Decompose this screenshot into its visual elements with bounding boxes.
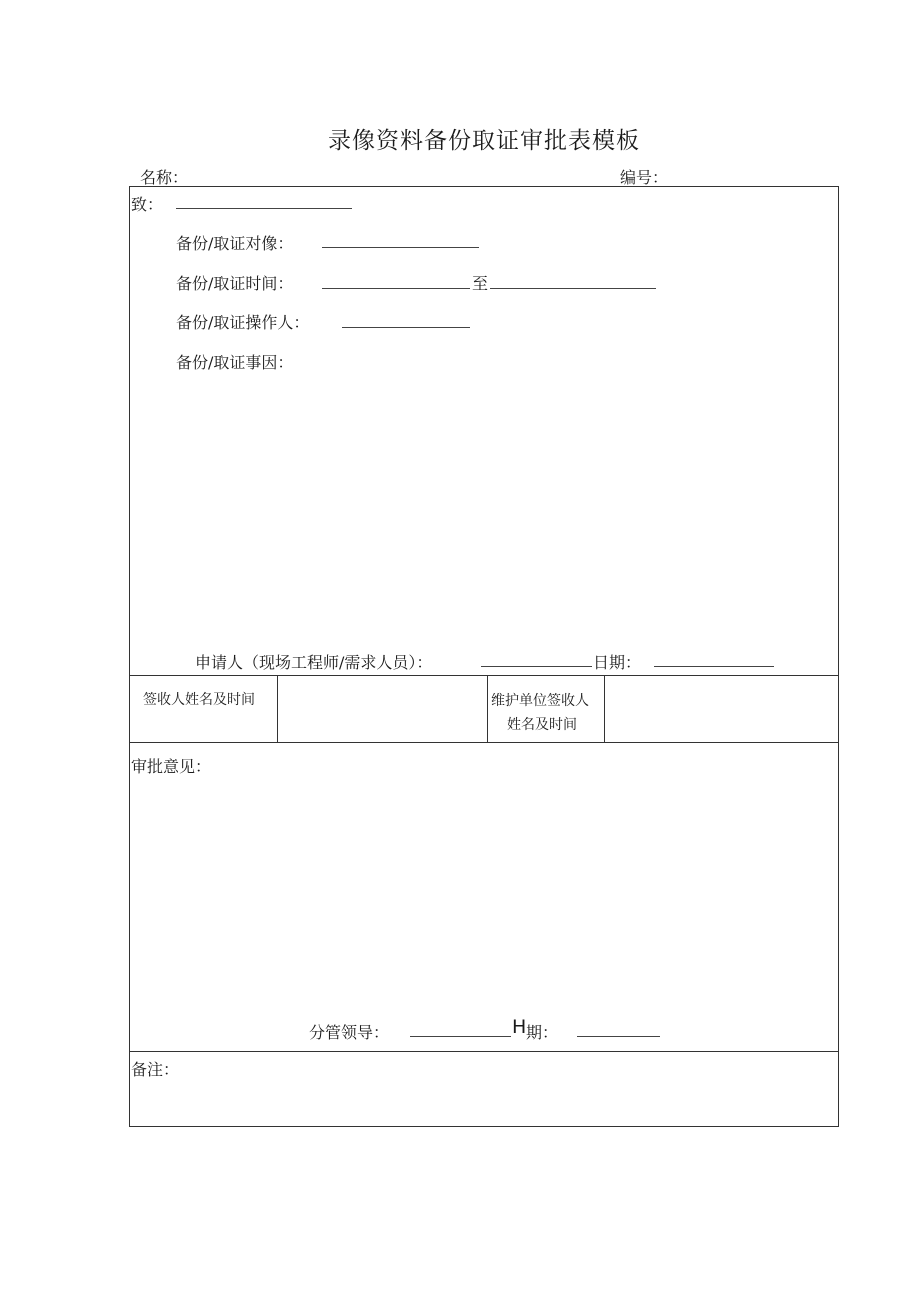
- operator-label: 备份/取证操作人：: [176, 313, 310, 332]
- time-to-label: 至: [472, 274, 489, 293]
- approval-opinion-label: 审批意见：: [131, 757, 212, 776]
- row-separator-3: [129, 1051, 839, 1052]
- row-separator-1: [129, 675, 839, 676]
- reason-label: 备份/取证事因：: [176, 353, 294, 372]
- leader-field[interactable]: [410, 1036, 511, 1037]
- row-separator-2: [129, 742, 839, 743]
- applicant-date-label: 日期：: [593, 653, 642, 672]
- to-field[interactable]: [176, 208, 352, 209]
- to-label: 致：: [131, 195, 164, 214]
- target-label: 备份/取证对像：: [176, 234, 294, 253]
- leader-date-label: 期：: [526, 1023, 559, 1042]
- frame-bottom-border: [129, 1126, 839, 1127]
- receipt-col-separator-3: [604, 675, 605, 742]
- time-end-field[interactable]: [490, 288, 656, 289]
- receipt-col-separator-2: [487, 675, 488, 742]
- operator-field[interactable]: [342, 327, 470, 328]
- remarks-label: 备注：: [131, 1060, 180, 1079]
- frame-right-border: [838, 186, 839, 1126]
- leader-date-h: H: [512, 1016, 527, 1038]
- name-label: 名称：: [140, 168, 189, 187]
- leader-label: 分管领导：: [309, 1023, 390, 1042]
- receiver-label: 签收人姓名及时间: [143, 692, 255, 708]
- maintainer-label-line1: 维护单位签收人: [491, 693, 589, 709]
- applicant-date-field[interactable]: [654, 666, 774, 667]
- maintainer-label-line2: 姓名及时间: [507, 717, 577, 733]
- time-label: 备份/取证时间：: [176, 274, 294, 293]
- target-field[interactable]: [322, 247, 479, 248]
- frame-top-border: [129, 186, 839, 187]
- applicant-label: 申请人（现场工程师/需求人员）：: [195, 653, 433, 672]
- receiver-value-cell[interactable]: [280, 677, 485, 740]
- leader-date-field[interactable]: [577, 1036, 660, 1037]
- applicant-field[interactable]: [481, 666, 592, 667]
- page-title: 录像资料备份取证审批表模板: [328, 128, 640, 154]
- receipt-col-separator-1: [277, 675, 278, 742]
- number-label: 编号：: [620, 168, 669, 187]
- frame-left-border: [129, 186, 130, 1126]
- time-start-field[interactable]: [322, 288, 470, 289]
- maintainer-value-cell[interactable]: [607, 677, 836, 740]
